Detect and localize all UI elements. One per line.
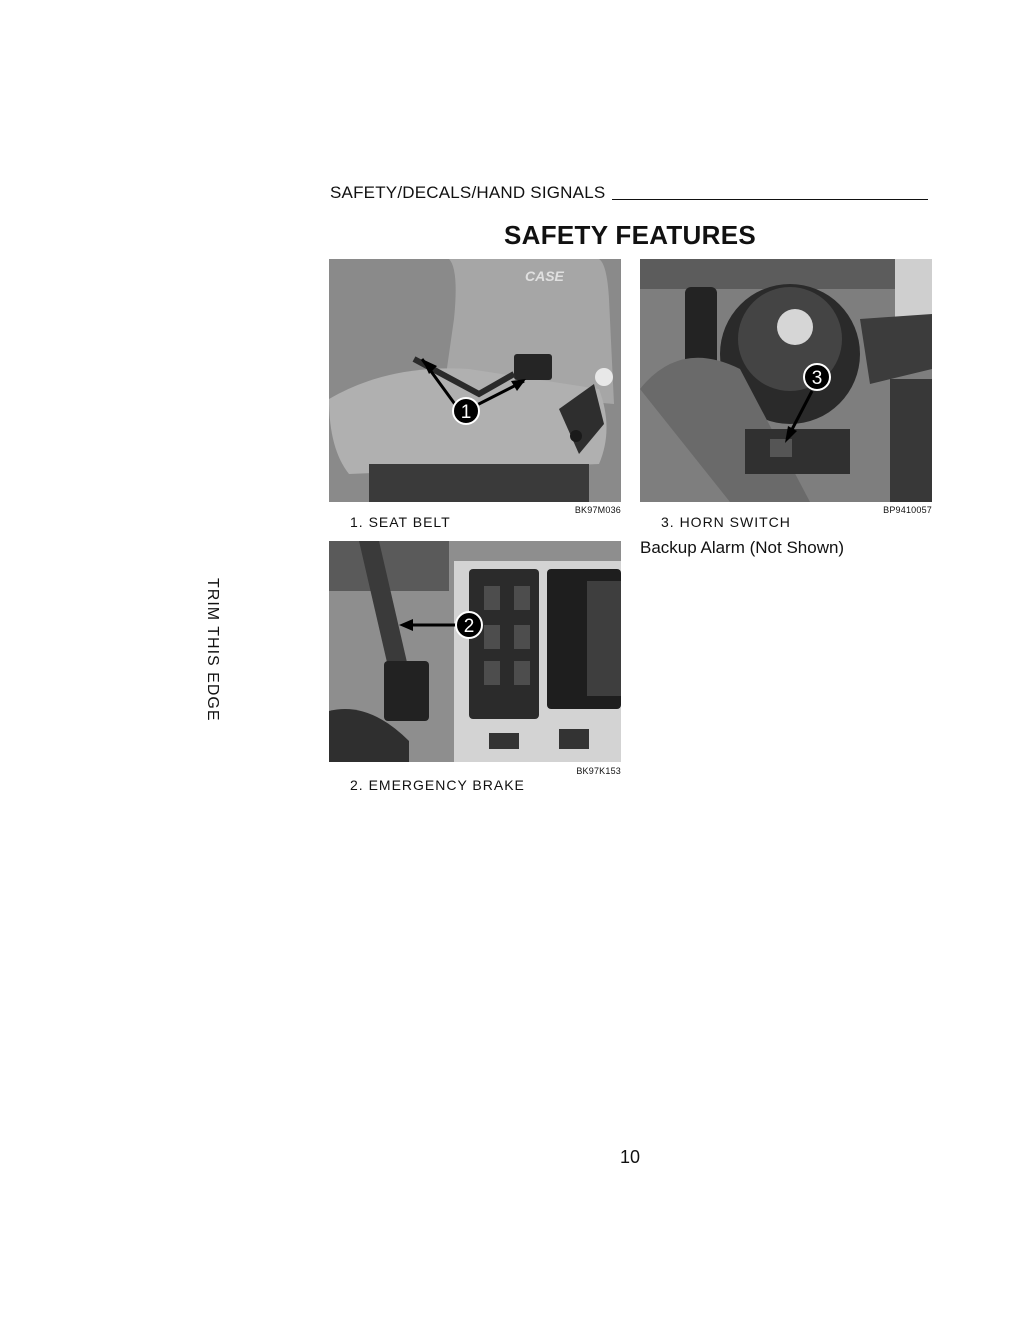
- caption-horn-switch: 3. HORN SWITCH: [661, 514, 791, 530]
- photo-code-1: BK97M036: [574, 505, 621, 515]
- header-rule: [612, 199, 928, 200]
- page-title: SAFETY FEATURES: [503, 220, 756, 250]
- callout-3: 3: [811, 368, 823, 389]
- callout-1: 1: [460, 402, 472, 423]
- photo-code-2: BK97K153: [576, 766, 621, 776]
- seat-belt-photo: [329, 259, 621, 502]
- case-logo: CASE: [525, 268, 564, 284]
- page-number: 10: [619, 1147, 641, 1167]
- backup-alarm-note: Backup Alarm (Not Shown): [640, 538, 845, 557]
- section-header: SAFETY/DECALS/HAND SIGNALS: [330, 183, 606, 202]
- callout-2: 2: [463, 616, 475, 637]
- trim-edge-label: TRIM THIS EDGE: [204, 578, 221, 722]
- horn-switch-photo: [640, 259, 932, 502]
- caption-emergency-brake: 2. EMERGENCY BRAKE: [350, 777, 525, 793]
- emergency-brake-photo: [329, 541, 621, 762]
- photo-code-3: BP9410057: [883, 505, 932, 515]
- caption-seat-belt: 1. SEAT BELT: [350, 514, 451, 530]
